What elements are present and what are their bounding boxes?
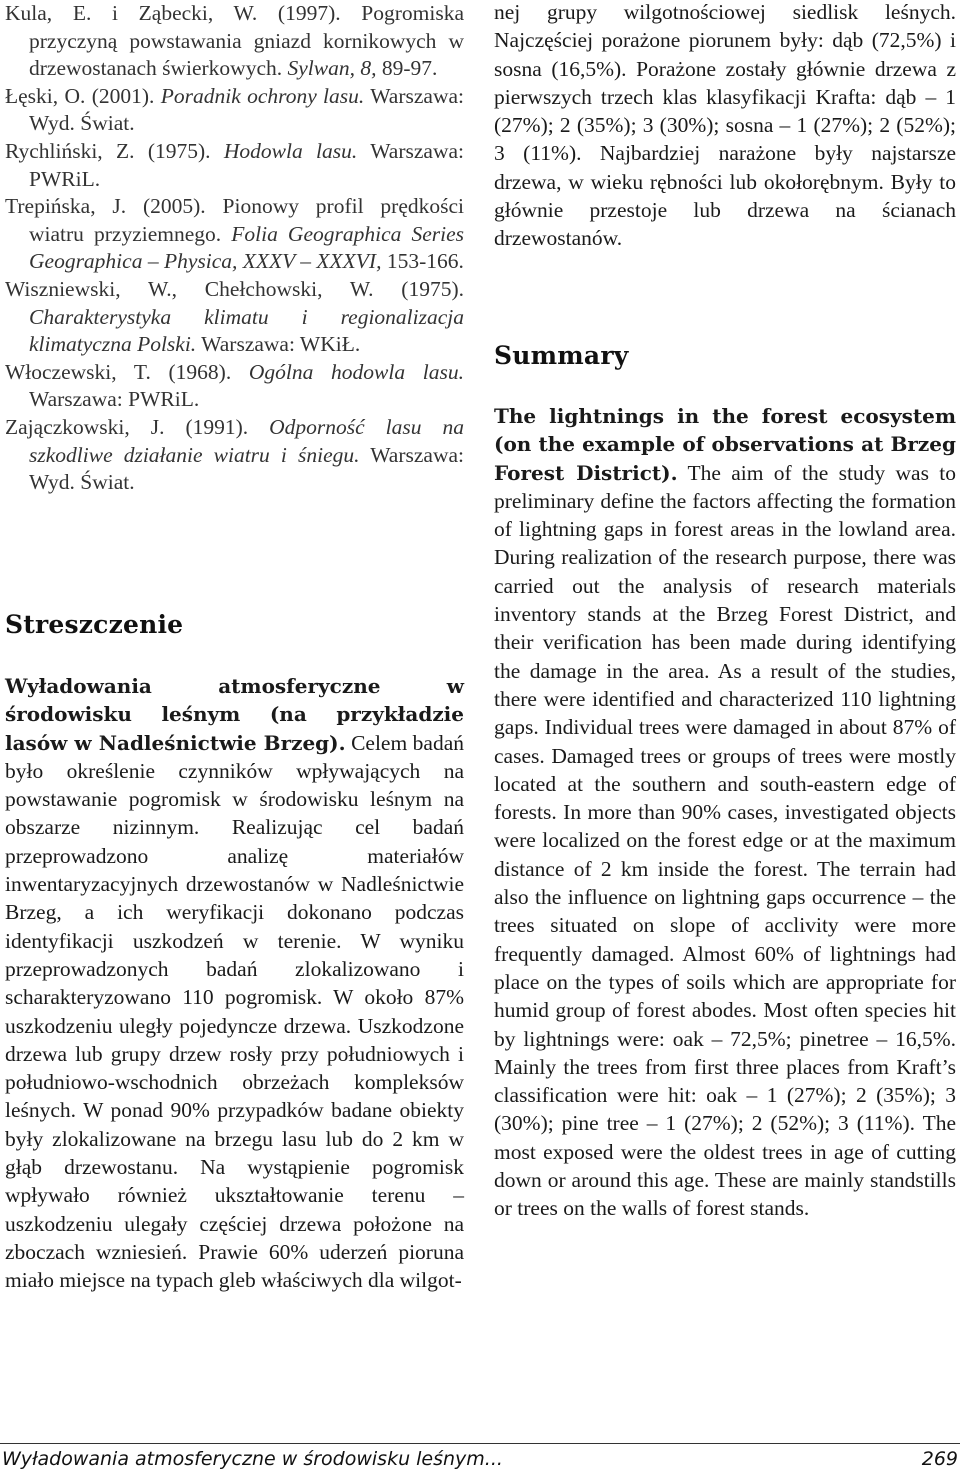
page-footer [2, 1448, 958, 1470]
reference-item: Rychliński, Z. (1975). Hodowla lasu. Warszawa: PWRiL. [5, 138, 464, 191]
streszczenie-heading: Streszczenie [5, 610, 184, 639]
summary-heading: Summary [494, 341, 629, 370]
reference-item: Kula, E. i Ząbecki, W. (1997). Pogromiska przyczyną powstawania gniazd kornikowych w drzewostanach świerkowych. Sylwan, 8, 89-97. [5, 1, 464, 81]
page-number: 269 [921, 1448, 958, 1470]
reference-item: Zajączkowski, J. (1991). Odporność lasu na szkodliwe działanie wiatru i śniegu. Warszawa: Wyd. Świat. [5, 414, 464, 495]
reference-item: Łęski, O. (2001). Poradnik ochrony lasu. Warszawa: Wyd. Świat. [5, 83, 464, 136]
reference-item: Wiszniewski, W., Chełchowski, W. (1975). Charakterystyka klimatu i regionalizacja klimatyczna Polski. Warszawa: WKiŁ. [5, 276, 464, 357]
references-list [5, 0, 464, 497]
reference-item: Trepińska, J. (2005). Pionowy profil prędkości wiatru przyziemnego. Folia Geographica Series Geographica – Physica, XXXV – XXXVI, 153-166. [5, 194, 464, 274]
reference-item: Włoczewski, T. (1968). Ogólna hodowla lasu. Warszawa: PWRiL. [5, 359, 464, 412]
summary-paragraph [494, 402, 956, 1223]
streszczenie-paragraph [5, 672, 464, 1295]
streszczenie-continuation: nej grupy wilgotnościowej siedlisk leśnych. Najczęściej porażone piorunem były: dąb (72,5%) i sosna (16,5%). Porażone zostały głównie drzewa z pierwszych trzech klas klasyfikacji Krafta: dąb – 1 (27%); 2 (35%); 3 (30%); sosna – 1 (27%); 2 (52%); 3 (11%). Najbardziej narażone były najstarsze drzewa, w wieku rębności lub okołorębnym. Były to głównie przestoje lub drzewa na ścianach drzewostanów. [494, 0, 956, 251]
summary-body: The aim of the study was to preliminary define the factors affecting the formation of lightning gaps in forest areas in the lowland area. During realization of the research purpose, there was carried out the analysis of research materials inventory stands at the Brzeg Forest District, and their verification has been made during identifying the damage in the area. As a result of the studies, there were identified and characterized 110 lightning gaps. Individual trees were damaged in about 87% of cases. Damaged trees or groups of trees were mostly located at the southern and south-eastern edge of forests. In more than 90% cases, investigated objects were localized on the forest edge or at the maximum distance of 2 km inside the forest. The terrain had also the influence on lightning gaps occurrence – the trees situated on slope of acclivity were more frequently damaged. Almost 60% of lightnings had place on the types of soils which are appropriate for humid group of forest abodes. Most often species hit by lightnings were: oak – 72,5%; pinetree – 16,5%. Mainly the trees from first three places from Kraft’s classification were hit: oak – 1 (27%); 2 (35%); 3 (30%); pine tree – 1 (27%); 2 (52%); 3 (11%). The most exposed were the oldest trees in age of cutting down or around this age. These are mainly standstills or trees on the walls of forest stands. [494, 460, 956, 1221]
footer-divider [0, 1443, 960, 1444]
streszczenie-title: Wyładowania atmosferyczne w środowisku leśnym (na przykładzie lasów w Nadleśnictwie Brzeg). [5, 674, 464, 755]
summary-title: The lightnings in the forest ecosystem (on the example of observations at Brzeg Forest District). [494, 404, 956, 485]
streszczenie-body: Celem badań było określenie czynników wpływających na powstawanie pogromisk w środowisku leśnym na obszarze nizinnym. Realizując cel badań przeprowadzono analizę materiałów inwentaryzacyjnych drzewostanów w Nadleśnictwie Brzeg, a ich weryfikacji dokonano podczas identyfikacji uszkodzeń w terenie. W wyniku przeprowadzonych badań zlokalizowano i scharakteryzowano 110 pogromisk. W około 87% uszkodzeniu uległy pojedyncze drzewa. Uszkodzone drzewa lub grupy drzew rosły przy południowych i południowo-wschodnich obrzeżach kompleksów leśnych. W ponad 90% przypadków badane obiekty były zlokalizowane na brzegu lasu lub do 2 km w głąb drzewostanu. Na wystąpienie pogromisk wpływało również ukształtowanie terenu – uszkodzeniu ulegały częściej drzewa położone na zboczach wzniesień. Prawie 60% uderzeń pioruna miało miejsce na typach gleb właściwych dla wilgot- [5, 730, 464, 1293]
running-title: Wyładowania atmosferyczne w środowisku leśnym... [2, 1448, 503, 1470]
